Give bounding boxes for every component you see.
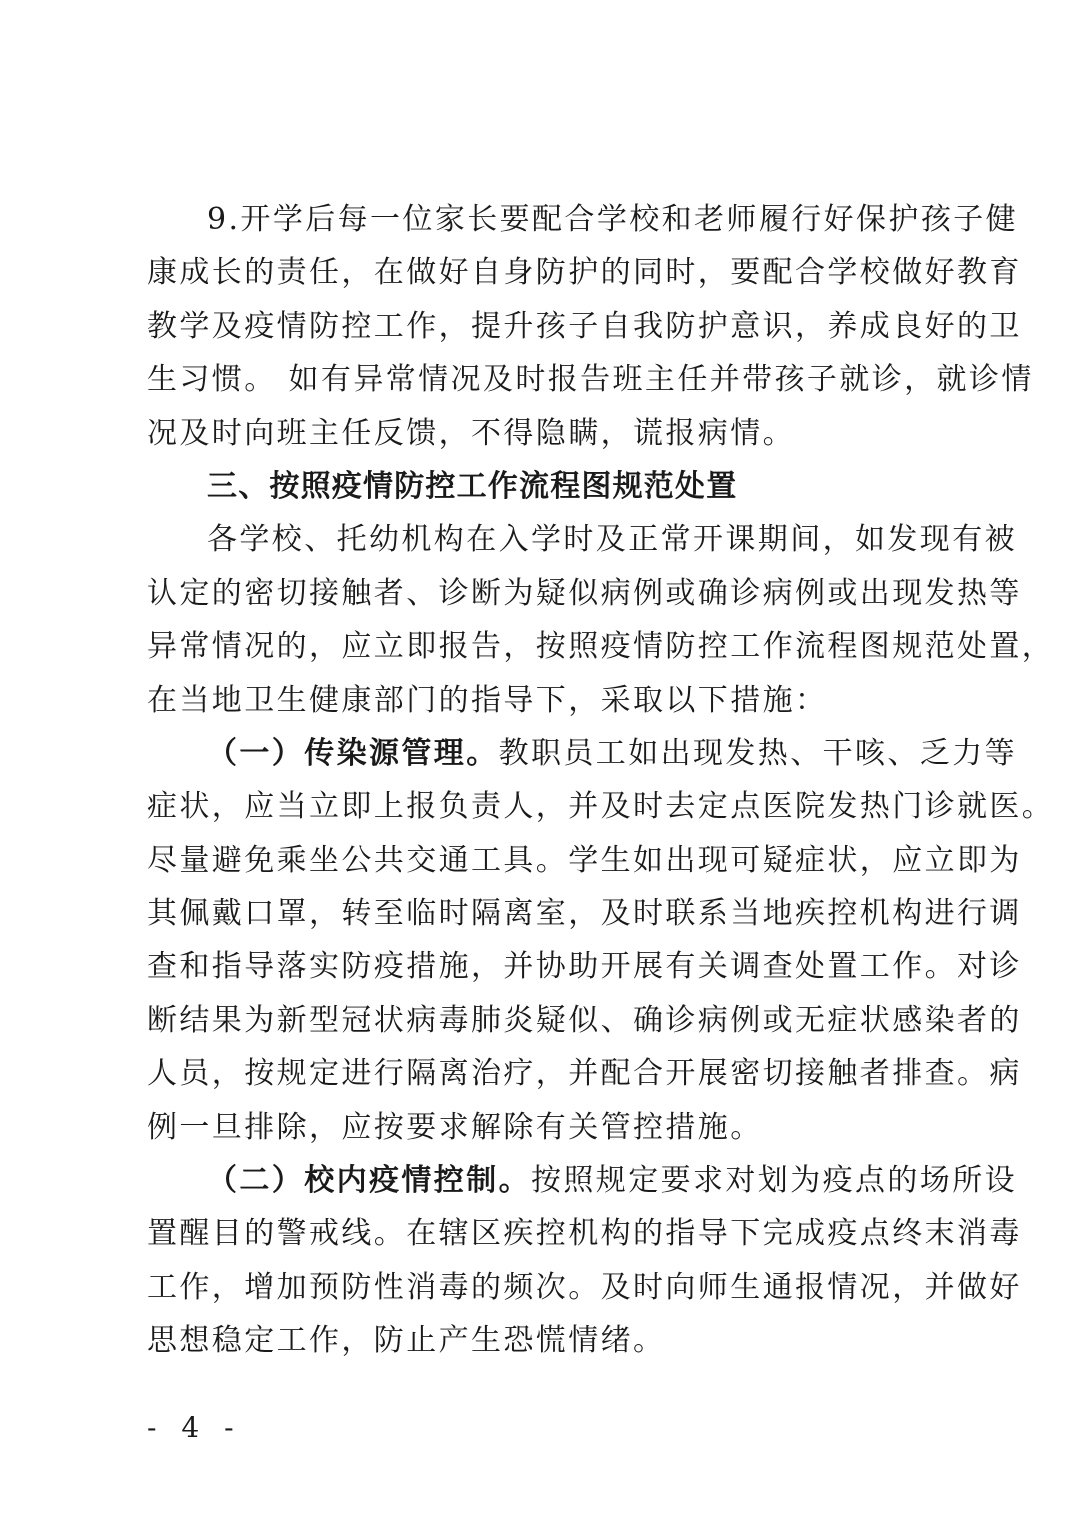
line-text: 在当地卫生健康部门的指导下，采取以下措施： [147, 682, 828, 718]
line-text: 况及时向班主任反馈，不得隐瞒，谎报病情。 [147, 415, 795, 451]
page-number: - 4 - [147, 1411, 242, 1444]
text-line [147, 407, 937, 460]
line-text: 查和指导落实防疫措施，并协助开展有关调查处置工作。对诊 [147, 949, 1022, 985]
line-text: 康成长的责任，在做好自身防护的同时，要配合学校做好教育 [147, 255, 1022, 291]
line-text: 症状，应当立即上报负责人，并及时去定点医院发热门诊就医。 [147, 789, 1055, 825]
text-line [147, 834, 1022, 887]
line-text: 按照规定要求对划为疫点的场所设 [531, 1163, 1017, 1199]
line-text: 断结果为新型冠状病毒肺炎疑似、确诊病例或无症状感染者的 [147, 1002, 1022, 1038]
line-text: 工作，增加预防性消毒的频次。及时向师生通报情况，并做好 [147, 1269, 1022, 1305]
text-line [147, 674, 937, 727]
line-text: 认定的密切接触者、诊断为疑似病例或确诊病例或出现发热等 [147, 575, 1022, 611]
line-text: 9.开学后每一位家长要配合学校和老师履行好保护孩子健 [207, 202, 1019, 237]
text-line [147, 994, 1022, 1047]
text-line [147, 620, 1055, 673]
line-text: 教学及疫情防控工作，提升孩子自我防护意识，养成良好的卫 [147, 308, 1022, 344]
text-line [147, 1207, 1022, 1260]
text-line [147, 1314, 937, 1367]
document-body [147, 193, 1055, 1368]
text-line [147, 193, 1019, 246]
line-text: 人员，按规定进行隔离治疗，并配合开展密切接触者排查。病 [147, 1056, 1022, 1092]
text-line [147, 780, 1055, 833]
line-text: 教职员工如出现发热、干咳、乏力等 [498, 735, 1018, 771]
line-text: 其佩戴口罩，转至临时隔离室，及时联系当地疾控机构进行调 [147, 896, 1022, 932]
text-line [147, 940, 1022, 993]
text-line [147, 567, 1022, 620]
text-line [147, 1154, 1017, 1207]
line-text: 三、按照疫情防控工作流程图规范处置 [207, 468, 738, 504]
text-line [147, 1047, 1022, 1100]
section-heading [147, 460, 937, 513]
subsection-title: （一）传染源管理。 [207, 735, 499, 771]
line-text: 各学校、托幼机构在入学时及正常开课期间，如发现有被 [207, 522, 1017, 558]
text-line [147, 1261, 1022, 1314]
text-line [147, 246, 1022, 299]
subsection-title: （二）校内疫情控制。 [207, 1163, 531, 1199]
line-text: 生习惯。 如有异常情况及时报告班主任并带孩子就诊，就诊情 [147, 362, 1034, 398]
text-line [147, 353, 1034, 406]
text-line [147, 1101, 937, 1154]
text-line [147, 513, 1017, 566]
text-line [147, 887, 1022, 940]
line-text: 异常情况的，应立即报告，按照疫情防控工作流程图规范处置， [147, 629, 1055, 665]
text-line [147, 727, 1018, 780]
line-text: 尽量避免乘坐公共交通工具。学生如出现可疑症状，应立即为 [147, 842, 1022, 878]
text-line [147, 300, 1022, 353]
line-text: 置醒目的警戒线。在辖区疾控机构的指导下完成疫点终末消毒 [147, 1216, 1022, 1252]
line-text: 思想稳定工作，防止产生恐慌情绪。 [147, 1323, 666, 1359]
line-text: 例一旦排除，应按要求解除有关管控措施。 [147, 1109, 763, 1145]
